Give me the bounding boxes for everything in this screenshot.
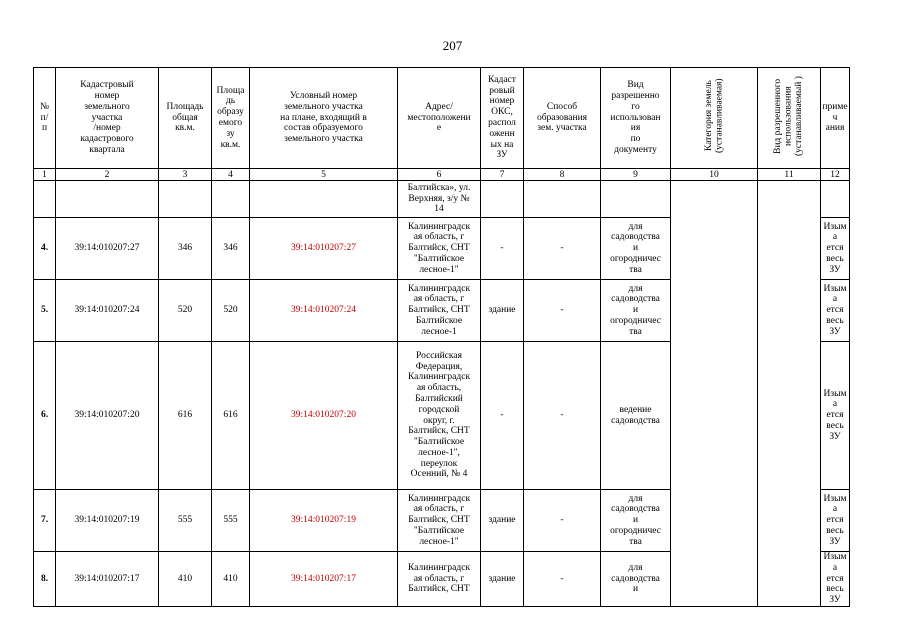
cell-area-total: 346 (159, 218, 212, 280)
cell-method: - (524, 342, 601, 490)
cell-oks: здание (481, 552, 524, 607)
header-conditional: Условный номер земельного участка на плане, входящий в состав образуемого земельного участка (250, 68, 398, 169)
cell-note: Изыма ется весь ЗУ (821, 552, 850, 607)
cell-number: 7. (34, 490, 56, 552)
cell-conditional: 39:14:010207:27 (250, 218, 398, 280)
header-area-formed: Площа дь образу емого зу кв.м. (212, 68, 250, 169)
cell-method: - (524, 280, 601, 342)
cell-cadastral: 39:14:010207:24 (56, 280, 159, 342)
cell-area-total: 555 (159, 490, 212, 552)
cell-oks: здание (481, 490, 524, 552)
cell-conditional: 39:14:010207:17 (250, 552, 398, 607)
land-plots-table (33, 67, 850, 607)
cell (212, 181, 250, 218)
cell-address: Калининградск ая область, г Балтийск, СНТ (398, 552, 481, 607)
cell-oks: - (481, 218, 524, 280)
col-num: 5 (250, 169, 398, 181)
header-oks: Кадаст ровый номер ОКС, распол оженн ых на ЗУ (481, 68, 524, 169)
cell-note: Изыма ется весь ЗУ (821, 218, 850, 280)
cell-area-formed: 346 (212, 218, 250, 280)
col-num: 8 (524, 169, 601, 181)
cell-area-total: 616 (159, 342, 212, 490)
cell (250, 181, 398, 218)
cell-method: - (524, 490, 601, 552)
header-notes: примеч ания (821, 68, 850, 169)
col-num: 12 (821, 169, 850, 181)
cell-address: Российская Федерация, Калининградск ая область, Балтийский городской округ, г. Балтийск, СНТ "Балтийское лесное-1", переулок Осенний, № 4 (398, 342, 481, 490)
cell (481, 181, 524, 218)
cell-method: - (524, 552, 601, 607)
cell (524, 181, 601, 218)
cell-number: 6. (34, 342, 56, 490)
header-use-set: Вид разрешенного использования (устанавливаемый ) (758, 68, 821, 169)
header-category: Категория земель (устанавливаемая) (671, 68, 758, 169)
cell (56, 181, 159, 218)
cell-use: для садоводства и огородничес тва (601, 490, 671, 552)
col-num: 7 (481, 169, 524, 181)
cell-conditional: 39:14:010207:20 (250, 342, 398, 490)
cell-oks: здание (481, 280, 524, 342)
cell-use: для садоводства и огородничес тва (601, 280, 671, 342)
cell-note: Изыма ется весь ЗУ (821, 490, 850, 552)
cell-cadastral: 39:14:010207:20 (56, 342, 159, 490)
cell-cadastral: 39:14:010207:19 (56, 490, 159, 552)
col-num: 3 (159, 169, 212, 181)
cell-category (671, 181, 758, 607)
cell-conditional: 39:14:010207:24 (250, 280, 398, 342)
cell-address: Калининградск ая область, г Балтийск, СНТ Балтийское лесное-1 (398, 280, 481, 342)
cell-area-total: 520 (159, 280, 212, 342)
cell-address: Балтийска», ул. Верхняя, з/у № 14 (398, 181, 481, 218)
col-num: 2 (56, 169, 159, 181)
cell (159, 181, 212, 218)
cell-conditional: 39:14:010207:19 (250, 490, 398, 552)
col-num: 6 (398, 169, 481, 181)
cell-use-set (758, 181, 821, 607)
col-num: 4 (212, 169, 250, 181)
header-number: № п/ п (34, 68, 56, 169)
cell (34, 181, 56, 218)
header-address: Адрес/ местоположени е (398, 68, 481, 169)
cell-area-formed: 555 (212, 490, 250, 552)
header-cadastral: Кадастровый номер земельного участка /номер кадастрового квартала (56, 68, 159, 169)
cell-address: Калининградск ая область, г Балтийск, СНТ "Балтийское лесное-1" (398, 218, 481, 280)
cell (601, 181, 671, 218)
col-num: 10 (671, 169, 758, 181)
header-row (34, 68, 850, 169)
cell-area-formed: 520 (212, 280, 250, 342)
cell-note: Изыма ется весь ЗУ (821, 342, 850, 490)
cell-area-formed: 410 (212, 552, 250, 607)
cell-cadastral: 39:14:010207:27 (56, 218, 159, 280)
cell-oks: - (481, 342, 524, 490)
cell-note: Изыма ется весь ЗУ (821, 280, 850, 342)
cell-number: 8. (34, 552, 56, 607)
header-method: Способ образования зем. участка (524, 68, 601, 169)
cell-cadastral: 39:14:010207:17 (56, 552, 159, 607)
cell-use: для садоводства и огородничес тва (601, 218, 671, 280)
cell (821, 181, 850, 218)
table-row-continued (34, 181, 850, 218)
column-numbers-row (34, 169, 850, 181)
cell-use: для садоводства и (601, 552, 671, 607)
col-num: 9 (601, 169, 671, 181)
cell-area-formed: 616 (212, 342, 250, 490)
col-num: 11 (758, 169, 821, 181)
cell-address: Калининградск ая область, г Балтийск, СНТ "Балтийское лесное-1" (398, 490, 481, 552)
page-number: 207 (442, 38, 463, 53)
header-use: Вид разрешенно го использован ия по документу (601, 68, 671, 169)
header-area-total: Площадь общая кв.м. (159, 68, 212, 169)
cell-number: 4. (34, 218, 56, 280)
cell-use: ведение садоводства (601, 342, 671, 490)
col-num: 1 (34, 169, 56, 181)
cell-method: - (524, 218, 601, 280)
cell-number: 5. (34, 280, 56, 342)
cell-area-total: 410 (159, 552, 212, 607)
